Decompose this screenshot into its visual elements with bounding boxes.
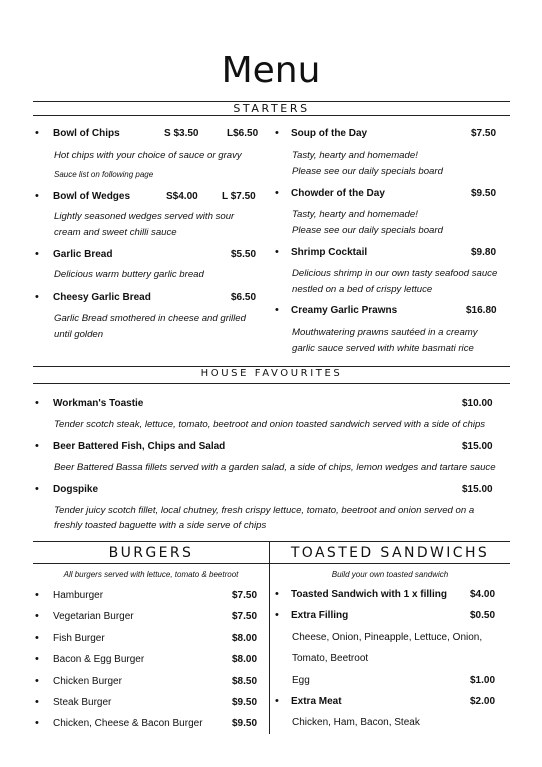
item-price: $9.80 [471,247,497,258]
section-heading-burgers: BURGERS [108,545,194,561]
item-price: $9.50 [471,188,497,199]
bullet: • [275,695,279,707]
item-price: $16.80 [466,305,497,316]
burger-price: $9.50 [232,697,258,708]
bullet: • [275,304,279,316]
item-price-small: S $3.50 [164,128,199,139]
bullet: • [35,632,39,644]
divider [33,541,510,542]
bullet: • [35,717,39,729]
fillings-list: Tomato, Beetroot [292,653,369,664]
item-name: Chowder of the Day [291,188,385,199]
bullet: • [35,190,39,202]
bullet: • [35,127,39,139]
item-desc: Delicious warm buttery garlic bread [54,269,204,280]
item-price-large: L $7.50 [222,191,256,202]
item-desc: garlic sauce served with white basmati rice [292,343,474,354]
burger-name: Chicken, Cheese & Bacon Burger [53,718,203,729]
item-name: Workman's Toastie [53,398,144,409]
item-desc: Mouthwatering prawns sautéed in a creamy [292,327,478,338]
fillings-list: Cheese, Onion, Pineapple, Lettuce, Onion, [292,632,483,643]
item-name: Bowl of Chips [53,128,120,139]
item-desc: Hot chips with your choice of sauce or gravy [54,150,242,161]
item-price: $15.00 [462,441,493,452]
item-desc: cream and sweet chilli sauce [54,227,177,238]
item-price: $15.00 [462,484,493,495]
bullet: • [35,696,39,708]
item-desc: Delicious shrimp in our own tasty seafood sauce [292,268,498,279]
page-title: Menu [221,50,321,91]
bullet: • [35,248,39,260]
item-name: Soup of the Day [291,128,368,139]
burger-price: $9.50 [232,718,258,729]
burger-price: $7.50 [232,611,258,622]
toasted-base-price: $4.00 [470,589,496,600]
item-desc: Please see our daily specials board [292,166,443,177]
bullet: • [35,653,39,665]
item-name: Cheesy Garlic Bread [53,292,151,303]
divider [33,115,510,116]
item-desc: until golden [54,329,104,340]
bullet: • [35,610,39,622]
burger-price: $7.50 [232,590,258,601]
item-name: Bowl of Wedges [53,191,131,202]
bullet: • [275,588,279,600]
burger-name: Chicken Burger [53,676,122,687]
item-desc: Tasty, hearty and homemade! [292,209,418,220]
bullet: • [35,291,39,303]
item-desc: Tender juicy scotch fillet, local chutney, fresh crispy lettuce, tomato, beetroot and onion served on a [54,505,475,516]
divider [33,366,510,367]
egg-price: $1.00 [470,675,496,686]
section-heading-house-favourites: HOUSE FAVOURITES [200,368,343,379]
divider [33,563,510,564]
egg-name: Egg [292,675,310,686]
divider [33,383,510,384]
burger-name: Steak Burger [53,697,112,708]
item-price-large: L$6.50 [227,128,259,139]
item-desc: Tender scotch steak, lettuce, tomato, beetroot and onion toasted sandwich served with a side of chips [54,419,486,430]
item-desc: Lightly seasoned wedges served with sour [54,211,235,222]
burger-name: Bacon & Egg Burger [53,654,145,665]
item-price-small: S$4.00 [166,191,198,202]
item-desc: nestled on a bed of crispy lettuce [292,284,433,295]
item-desc: Tasty, hearty and homemade! [292,150,418,161]
item-name: Beer Battered Fish, Chips and Salad [53,441,226,452]
burger-name: Hamburger [53,590,104,601]
extra-filling-price: $0.50 [470,610,496,621]
item-desc: Please see our daily specials board [292,225,443,236]
item-name: Garlic Bread [53,249,113,260]
bullet: • [35,440,39,452]
burger-price: $8.50 [232,676,258,687]
bullet: • [35,589,39,601]
burger-name: Vegetarian Burger [53,611,134,622]
section-heading-toasted-sandwiches: TOASTED SANDWICHS [290,545,490,561]
item-desc: Garlic Bread smothered in cheese and grilled [54,313,246,324]
burger-price: $8.00 [232,654,258,665]
item-name: Shrimp Cocktail [291,247,368,258]
bullet: • [275,609,279,621]
bullet: • [35,483,39,495]
bullet: • [275,127,279,139]
extra-meat-name: Extra Meat [291,696,342,707]
item-desc: Beer Battered Bassa fillets served with a garden salad, a side of chips, lemon wedges and tartare sauce [54,462,496,473]
item-price: $7.50 [471,128,497,139]
bullet: • [35,675,39,687]
meats-list: Chicken, Ham, Bacon, Steak [292,717,420,728]
item-price: $5.50 [231,249,257,260]
extra-filling-name: Extra Filling [291,610,349,621]
burgers-note: All burgers served with lettuce, tomato & beetroot [63,570,239,579]
item-desc: freshly toasted baguette with a side serve of chips [54,520,267,531]
burger-name: Fish Burger [53,633,105,644]
section-heading-starters: STARTERS [233,102,310,115]
item-name: Dogspike [53,484,99,495]
extra-meat-price: $2.00 [470,696,496,707]
burger-price: $8.00 [232,633,258,644]
toasted-note: Build your own toasted sandwich [331,570,449,579]
item-name: Creamy Garlic Prawns [291,305,398,316]
item-price: $6.50 [231,292,257,303]
item-price: $10.00 [462,398,493,409]
bullet: • [275,187,279,199]
bullet: • [35,397,39,409]
toasted-base-name: Toasted Sandwich with 1 x filling [291,589,447,600]
item-note: Sauce list on following page [54,170,154,179]
bullet: • [275,246,279,258]
